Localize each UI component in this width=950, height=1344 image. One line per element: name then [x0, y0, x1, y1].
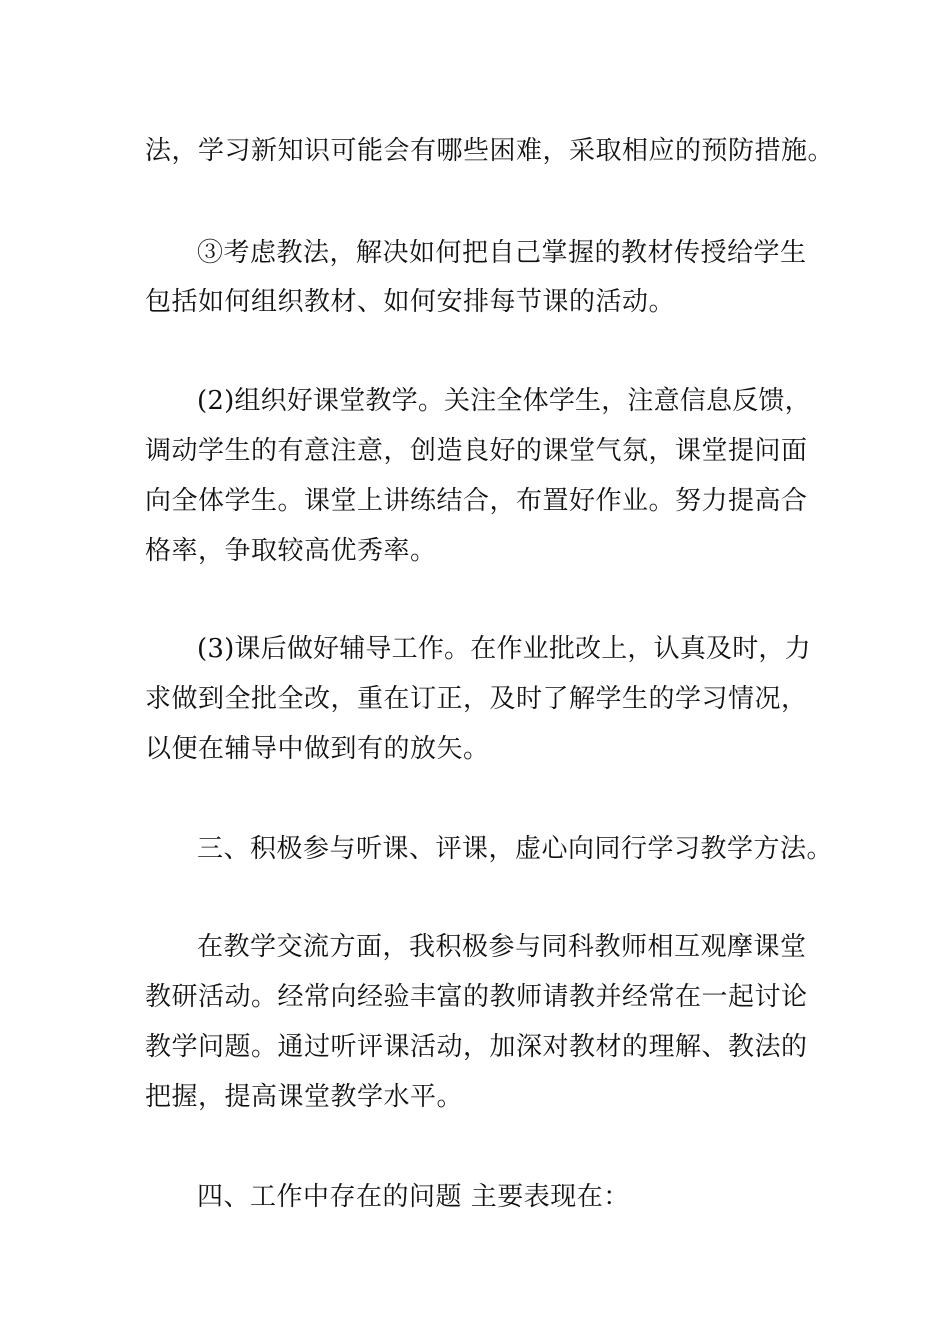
text-line: 法，学习新知识可能会有哪些困难，采取相应的预防措施。 [145, 136, 835, 166]
text-line: 以便在辅导中做到有的放矢。 [145, 734, 490, 764]
text-line: 向全体学生。课堂上讲练结合，布置好作业。努力提高合 [145, 486, 808, 516]
text-line: 求做到全批全改，重在订正，及时了解学生的学习情况， [145, 684, 808, 714]
section-heading: 三、积极参与听课、评课，虚心向同行学习教学方法。 [197, 834, 834, 864]
text-line: 把握，提高课堂教学水平。 [145, 1082, 464, 1112]
text-line: 在教学交流方面，我积极参与同科教师相互观摩课堂 [197, 932, 807, 962]
text-line: (2)组织好课堂教学。关注全体学生，注意信息反馈， [197, 386, 811, 416]
text-line: 格率，争取较高优秀率。 [145, 536, 437, 566]
text-line: 包括如何组织教材、如何安排每节课的活动。 [145, 287, 676, 317]
text-line: ③考虑教法，解决如何把自己掌握的教材传授给学生 [197, 238, 807, 268]
text-line: (3)课后做好辅导工作。在作业批改上，认真及时，力 [197, 634, 811, 664]
section-heading: 四、工作中存在的问题 主要表现在： [197, 1182, 630, 1212]
text-line: 调动学生的有意注意，创造良好的课堂气氛，课堂提问面 [145, 436, 808, 466]
text-line: 教学问题。通过听评课活动，加深对教材的理解、教法的 [145, 1032, 808, 1062]
text-line: 教研活动。经常向经验丰富的教师请教并经常在一起讨论 [145, 982, 808, 1012]
